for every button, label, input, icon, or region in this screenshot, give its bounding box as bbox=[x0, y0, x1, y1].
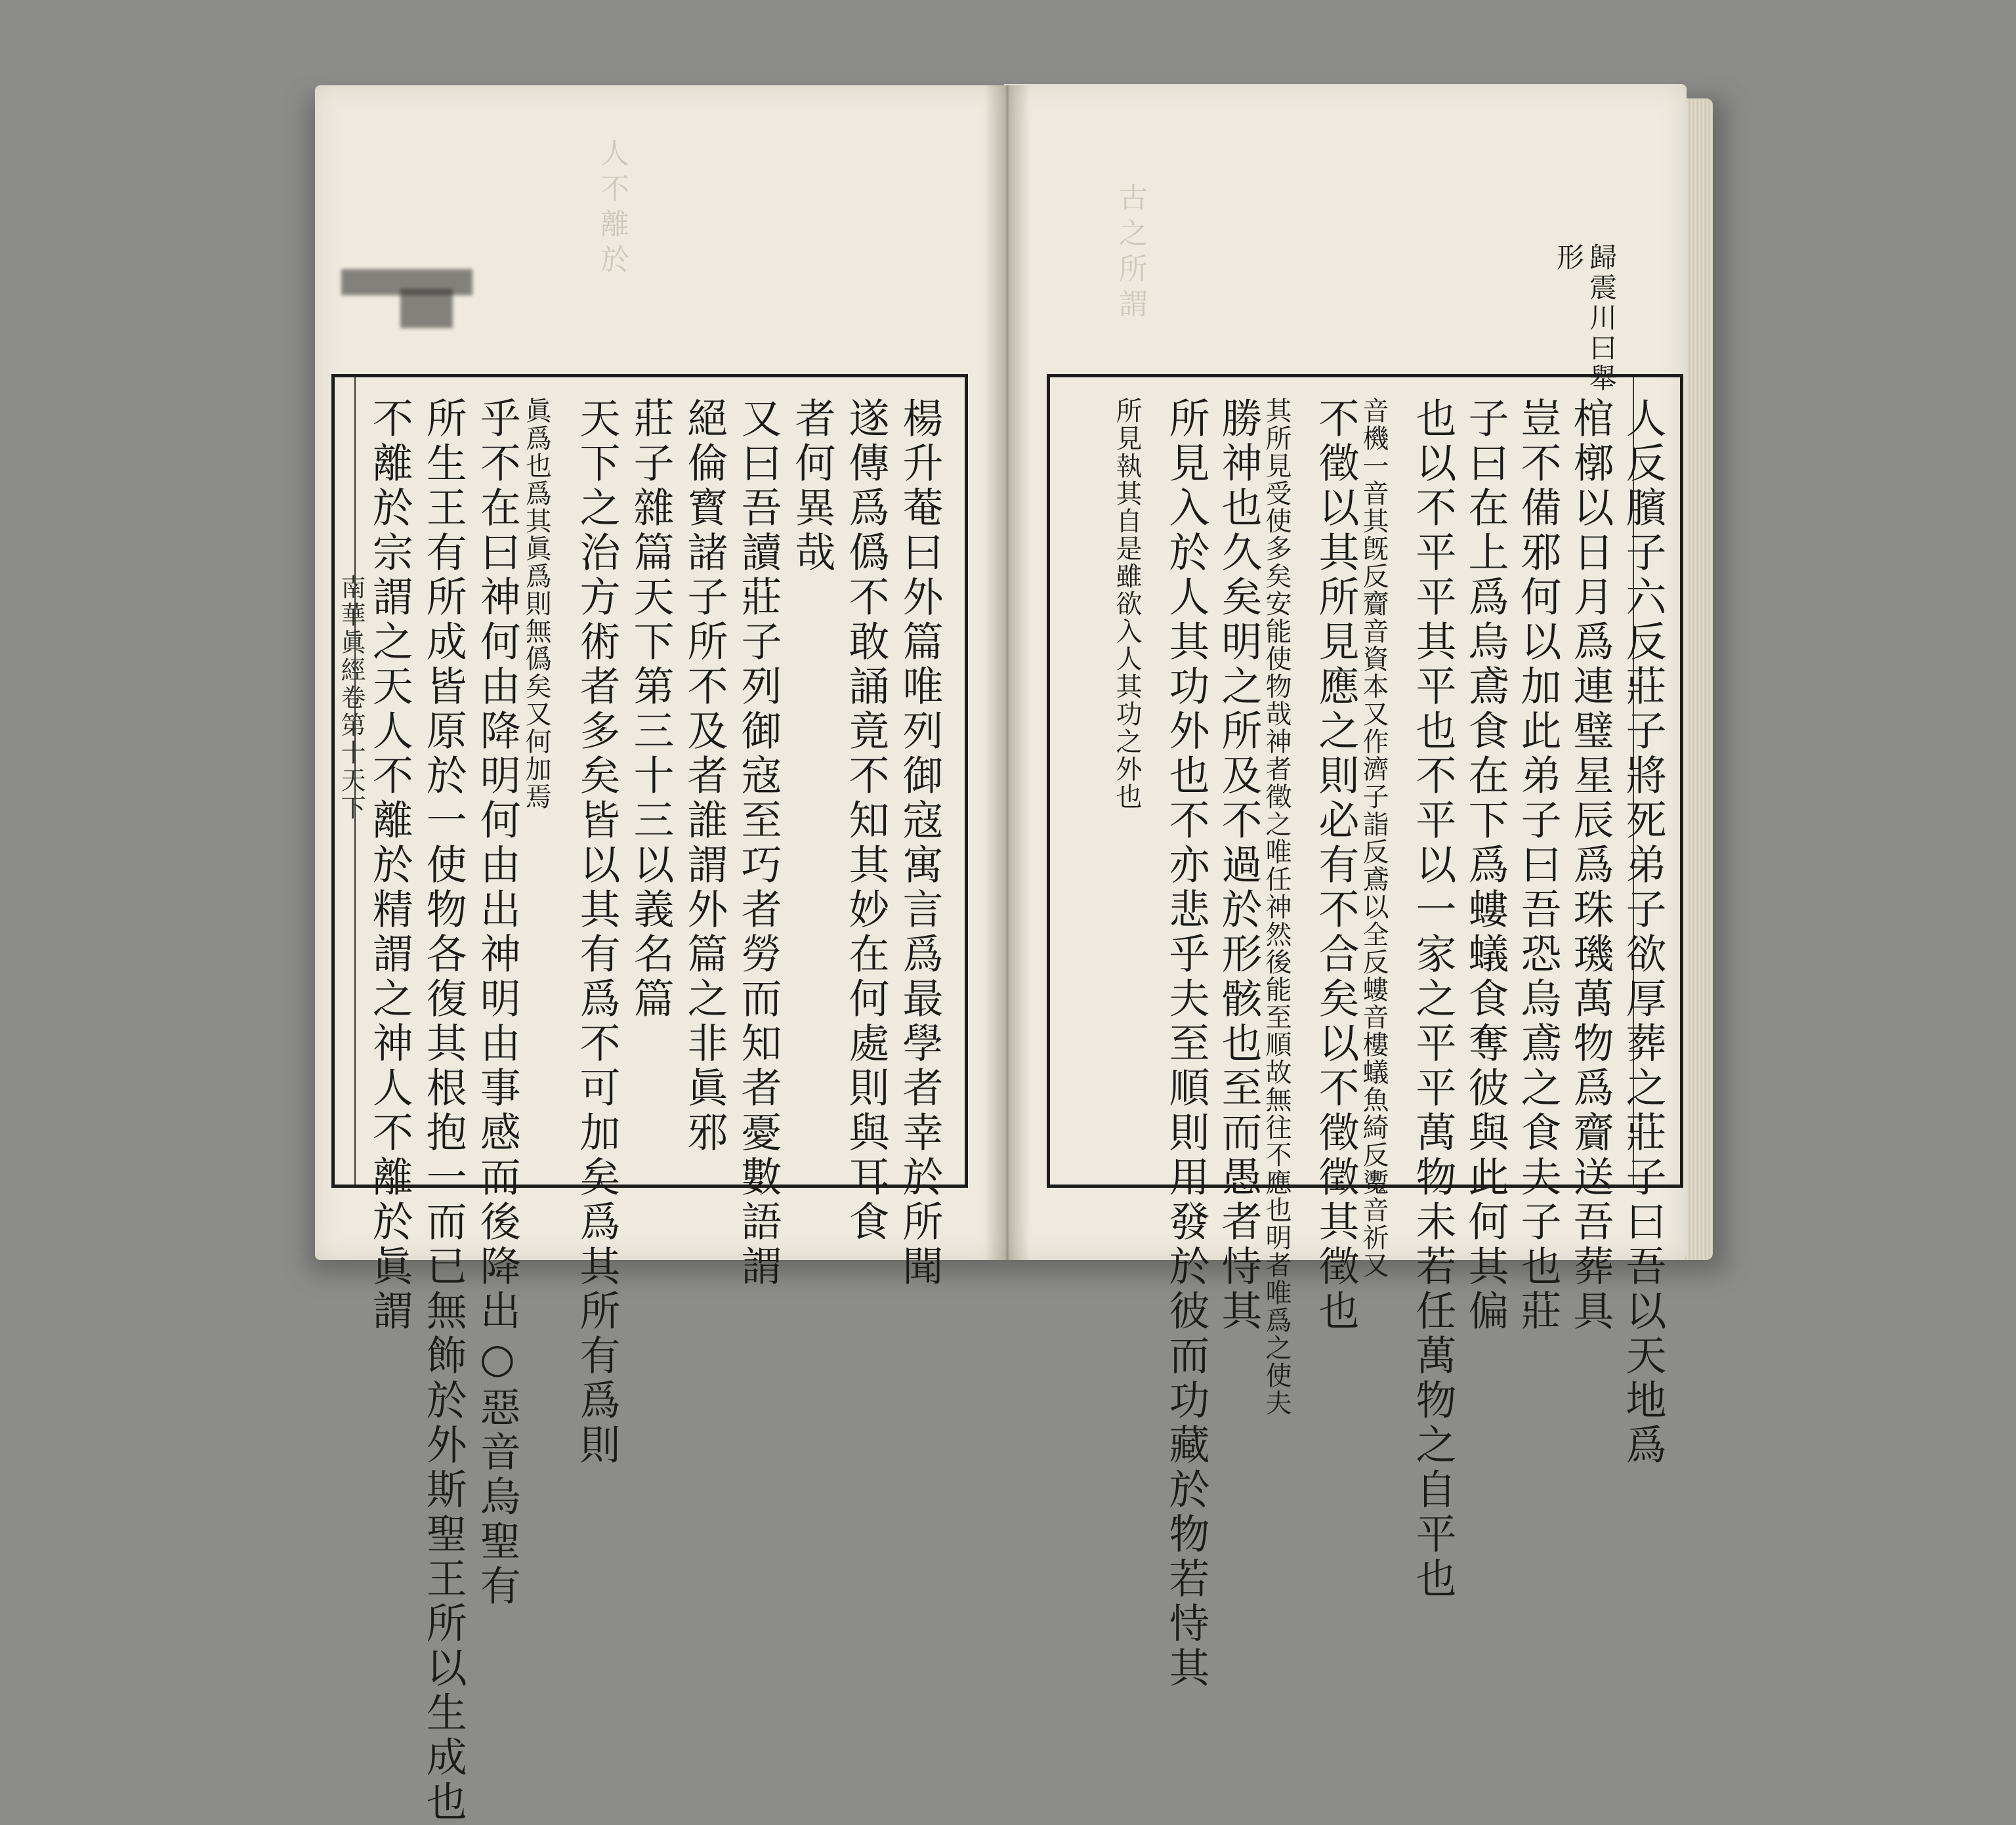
text-column: 不離於宗謂之天人不離於精謂之神人不離於眞謂 bbox=[366, 397, 414, 1334]
page-header-strip: 南華眞經卷第十天下 bbox=[337, 574, 366, 822]
margin-note: 形 bbox=[1553, 243, 1585, 273]
text-column: 勝神也久矣明之所及不過於形骸也至而愚者恃其 bbox=[1215, 397, 1263, 1334]
text-column: 所生王有所成皆原於一使物各復其根抱一而已無飾於外斯聖王所以生成也 bbox=[419, 397, 468, 1825]
ink-smudge bbox=[400, 289, 453, 328]
text-column: 天下之治方術者多矣皆以其有爲不可加矣爲其所有爲則 bbox=[573, 397, 621, 1468]
text-column: 也以不平平其平也不平以一家之平平萬物未若任萬物之自平也 bbox=[1409, 397, 1457, 1602]
text-column: 遂傳爲僞不敢誦竟不知其妙在何處則與耳食 bbox=[842, 397, 890, 1245]
text-column: 者何異哉 bbox=[788, 397, 836, 576]
text-column: 楊升菴曰外篇唯列御寇寓言爲最學者幸於所聞 bbox=[896, 397, 944, 1290]
text-column: 乎不在曰神何由降明何由出神明由事感而後降出○惡音烏聖有 bbox=[473, 397, 522, 1609]
right-text-frame bbox=[1047, 374, 1683, 1691]
text-column: 豈不備邪何以加此弟子曰吾恐烏鳶之食夫子也莊 bbox=[1514, 397, 1562, 1334]
left-text-frame bbox=[331, 374, 968, 1825]
text-column: 所見執其自是雖欲入人其功之外也 bbox=[1112, 397, 1142, 810]
bleed-through-text: 人不離於 bbox=[595, 138, 629, 280]
text-column: 眞爲也爲其眞爲則無僞矣又何加焉 bbox=[521, 397, 552, 810]
book-gutter bbox=[984, 85, 1030, 1260]
text-column: 所見入於人其功外也不亦悲乎夫至順則用發於彼而功藏於物若恃其 bbox=[1162, 397, 1210, 1691]
margin-note: 歸震川曰舉 bbox=[1586, 243, 1618, 394]
text-column: 其所見受使多矣安能使物哉神者徵之唯任神然後能至順故無往不應也明者唯爲之使夫 bbox=[1261, 397, 1292, 1417]
bleed-through-text: 古之所謂 bbox=[1114, 182, 1147, 324]
text-column: 又曰吾讀莊子列御寇至巧者勞而知者憂數語謂 bbox=[734, 397, 782, 1290]
text-column: 不徵以其所見應之則必有不合矣以不徵徵其徵也 bbox=[1312, 397, 1360, 1334]
text-column: 人反臏子六反莊子將死弟子欲厚葬之莊子曰吾以天地爲 bbox=[1619, 397, 1667, 1468]
text-column: 子曰在上爲烏鳶食在下爲螻蟻食奪彼與此何其偏 bbox=[1461, 397, 1509, 1334]
text-column: 音機一音其旣反齎音資本又作濟子詣反鳶以全反螻音樓蟻魚綺反魙音祈又 bbox=[1358, 397, 1389, 1279]
text-column: 絕倫寳諸子所不及者誰謂外篇之非眞邪 bbox=[681, 397, 728, 1156]
text-column: 棺槨以日月爲連璧星辰爲珠璣萬物爲齎送吾葬具 bbox=[1566, 397, 1614, 1334]
text-column: 莊子雜篇天下第三十三以義名篇 bbox=[627, 397, 675, 1022]
